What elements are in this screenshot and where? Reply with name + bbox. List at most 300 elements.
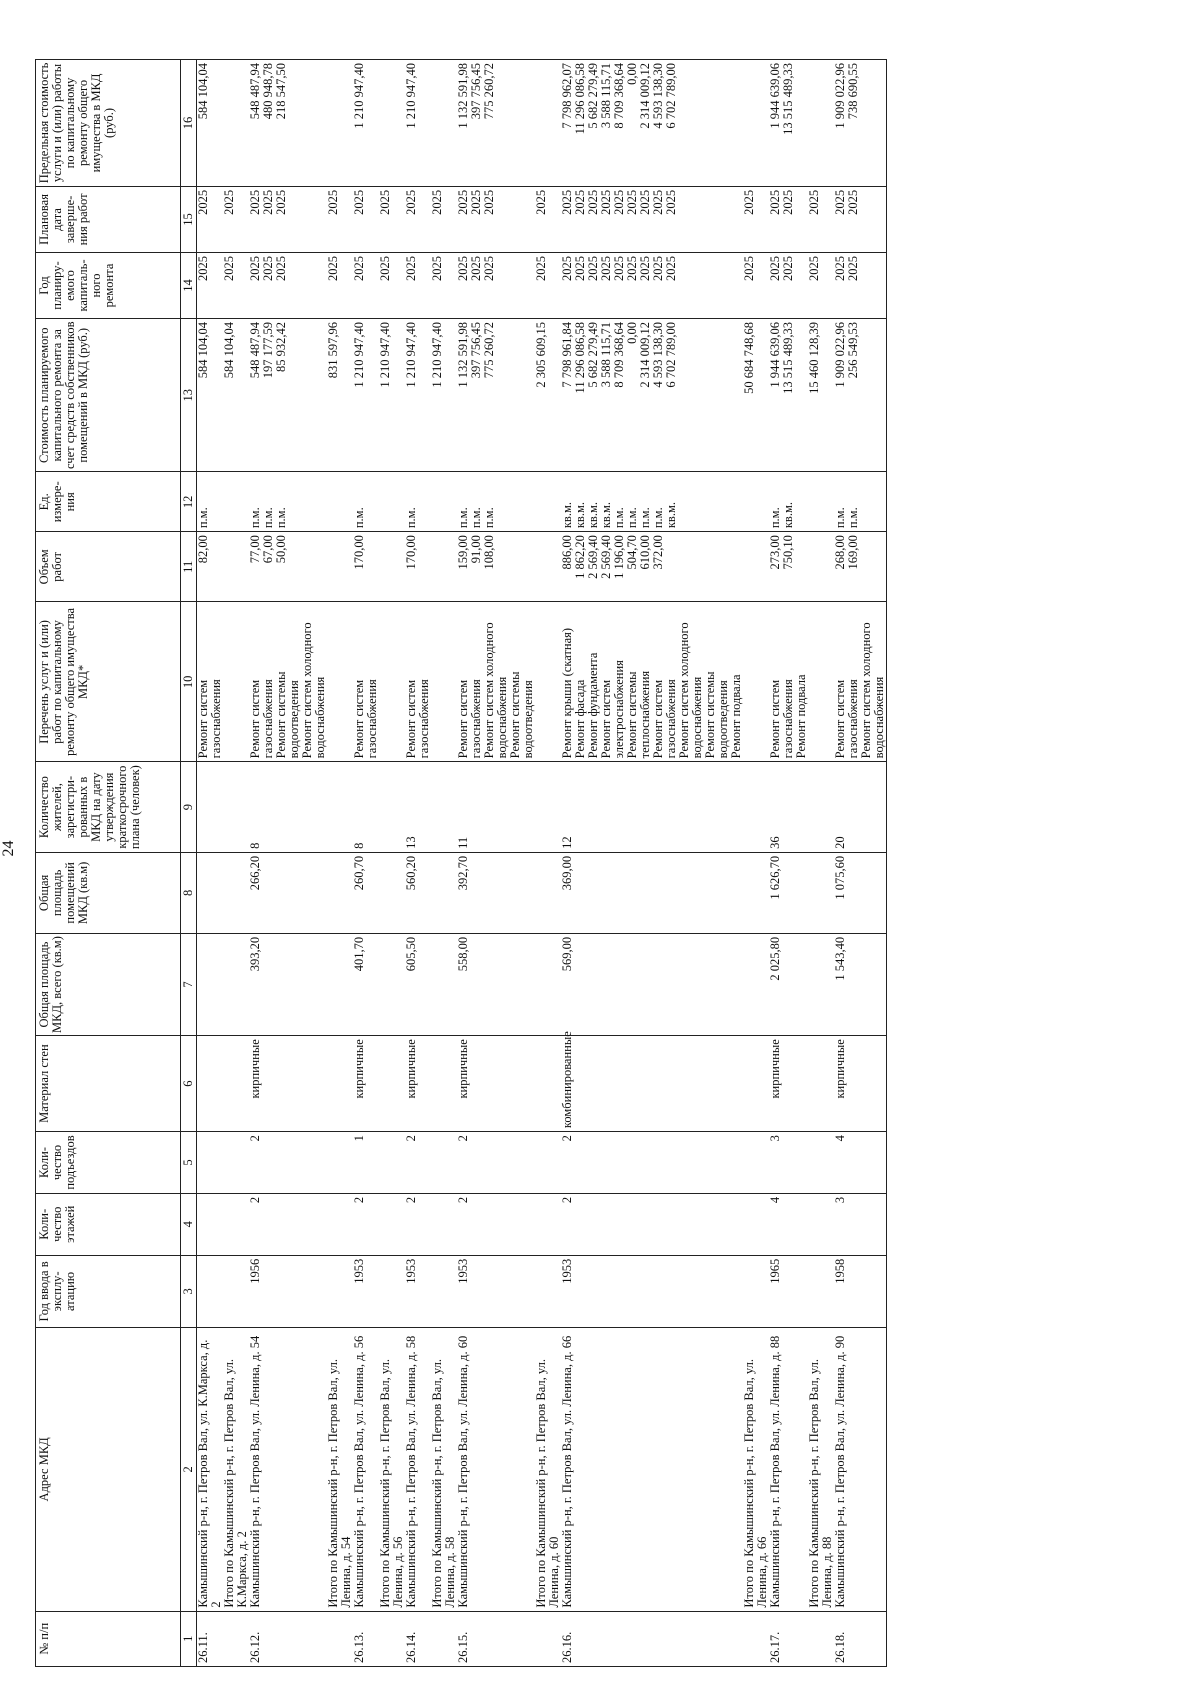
limit-cost-cell-line: 218 547,50	[274, 63, 288, 120]
completion-date-cell-line: 2025	[404, 189, 418, 215]
residents-cell: 20	[834, 762, 887, 853]
cost-cell-line: 15 460 128,39	[807, 322, 821, 394]
repair-year-cell-line: 2025	[222, 255, 236, 281]
repair-year-cell	[223, 252, 249, 318]
unit-cell-line: п.м.	[196, 507, 210, 529]
works-cell-line: Ремонт систем газоснабжения	[404, 679, 431, 759]
cost-cell	[535, 319, 561, 472]
table-row	[457, 60, 535, 1667]
cost-cell	[249, 319, 327, 472]
completion-date-cell	[249, 186, 327, 252]
completion-date-cell-line: 2025	[651, 189, 665, 215]
column-number: 6	[181, 1036, 197, 1132]
repair-year-cell	[457, 252, 535, 318]
header-col-3: Год ввода в эксплу-атацию	[36, 1255, 181, 1327]
repair-year-cell	[743, 252, 769, 318]
premises-area-cell: 369,00	[561, 852, 743, 933]
cost-cell-line: 13 515 489,33	[781, 322, 795, 394]
header-col-5: Коли-чество подъездов	[36, 1132, 181, 1194]
completion-date-cell-line: 2025	[638, 189, 652, 215]
cost-cell-line: 2 305 609,15	[534, 322, 548, 388]
floors-cell	[535, 1193, 561, 1255]
residents-cell	[808, 762, 834, 853]
completion-date-cell	[743, 186, 769, 252]
table-row	[353, 60, 379, 1667]
cost-cell	[197, 319, 224, 472]
column-number: 12	[181, 472, 197, 532]
floors-cell: 2	[405, 1193, 431, 1255]
repair-year-cell-line: 2025	[846, 255, 860, 281]
row-number: 26.13.	[353, 1611, 379, 1666]
completion-date-cell	[561, 186, 743, 252]
table-row	[834, 60, 887, 1667]
address-cell: Камышинский р-н, г. Петров Вал, ул. Ленина, д. 54	[249, 1328, 327, 1611]
limit-cost-cell	[405, 60, 431, 187]
cost-cell-line: 1 210 947,40	[378, 322, 392, 388]
column-number: 11	[181, 532, 197, 602]
header-col-9: Количество жителей, зарегистри-рованных в МКД на дату утверждения краткосрочного плана (человек)	[36, 762, 181, 853]
cost-cell-line: 11 296 086,58	[573, 322, 587, 394]
cost-cell-line: 3 588 115,71	[599, 322, 613, 388]
cost-cell-line: 1 944 639,06	[768, 322, 782, 388]
completion-date-cell-line: 2025	[482, 189, 496, 215]
column-number: 15	[181, 186, 197, 252]
cost-cell-line: 0,00	[625, 322, 639, 344]
repair-year-cell-line: 2025	[560, 255, 574, 281]
limit-cost-cell	[197, 60, 224, 187]
unit-cell	[379, 472, 405, 532]
limit-cost-cell	[249, 60, 327, 187]
row-number	[379, 1611, 405, 1666]
cost-cell-line: 197 177,59	[261, 322, 275, 379]
repair-year-cell-line: 2025	[586, 255, 600, 281]
completion-date-cell-line: 2025	[612, 189, 626, 215]
completion-date-cell-line: 2025	[248, 189, 262, 215]
header-col-15: Плановая дата заверше-ния работ	[36, 186, 181, 252]
total-row	[743, 60, 769, 1667]
cost-cell-line: 6 702 789,00	[664, 322, 678, 388]
cost-cell	[834, 319, 887, 472]
works-cell	[743, 602, 769, 762]
works-cell-line: Ремонт систем холодного водоснабжения	[677, 622, 704, 759]
unit-cell	[431, 472, 457, 532]
premises-area-cell: 560,20	[405, 852, 431, 933]
works-cell-line: Ремонт подвала	[729, 674, 743, 759]
total-row	[379, 60, 405, 1667]
unit-cell	[561, 472, 743, 532]
works-cell-line: Ремонт систем газоснабжения	[833, 679, 860, 759]
floors-cell: 2	[561, 1193, 743, 1255]
header-col-1: № п/п	[36, 1611, 181, 1666]
address-cell: Камышинский р-н, г. Петров Вал, ул. К.Маркса, д. 2	[197, 1328, 224, 1611]
works-cell-line: Ремонт систем холодного водоснабжения	[482, 622, 509, 759]
premises-area-cell	[535, 852, 561, 933]
volume-cell-line: 1 862,20	[573, 535, 587, 579]
completion-date-cell	[405, 186, 431, 252]
volume-cell-line: 504,70	[625, 535, 639, 570]
limit-cost-cell-line: 3 588 115,71	[599, 63, 613, 129]
volume-cell	[457, 532, 535, 602]
address-cell: Камышинский р-н, г. Петров Вал, ул. Ленина, д. 56	[353, 1328, 379, 1611]
volume-cell	[561, 532, 743, 602]
address-cell: Итого по Камышинский р-н, г. Петров Вал, ул. Ленина, д. 54	[327, 1328, 353, 1611]
header-col-8: Общая площадь помещений МКД (кв.м)	[36, 852, 181, 933]
unit-cell	[834, 472, 887, 532]
volume-cell	[353, 532, 379, 602]
limit-cost-cell-line: 584 104,04	[196, 63, 210, 120]
address-cell: Итого по Камышинский р-н, г. Петров Вал, ул. Ленина, д. 58	[431, 1328, 457, 1611]
total-area-cell: 569,00	[561, 933, 743, 1035]
works-cell	[834, 602, 887, 762]
column-number: 2	[181, 1328, 197, 1611]
entrances-cell	[743, 1132, 769, 1194]
limit-cost-cell	[457, 60, 535, 187]
row-number: 26.14.	[405, 1611, 431, 1666]
wall-material-cell	[808, 1036, 834, 1132]
works-cell-line: Ремонт фундамента	[586, 652, 600, 759]
repair-year-cell-line: 2025	[248, 255, 262, 281]
floors-cell: 4	[769, 1193, 808, 1255]
floors-cell	[327, 1193, 353, 1255]
completion-date-cell	[808, 186, 834, 252]
volume-cell	[431, 532, 457, 602]
header-col-10: Перечень услуг и (или) работ по капитальному ремонту общего имущества МКД*	[36, 602, 181, 762]
total-area-cell: 393,20	[249, 933, 327, 1035]
repair-year-cell-line: 2025	[664, 255, 678, 281]
unit-cell-line: п.м.	[638, 507, 652, 529]
works-cell-line: Ремонт систем газоснабжения	[651, 679, 678, 759]
limit-cost-cell	[431, 60, 457, 187]
unit-cell	[743, 472, 769, 532]
completion-date-cell-line: 2025	[846, 189, 860, 215]
completion-date-cell-line: 2025	[781, 189, 795, 215]
row-number: 26.18.	[834, 1611, 887, 1666]
volume-cell-line: 82,00	[196, 535, 210, 564]
works-cell	[808, 602, 834, 762]
volume-cell-line: 273,00	[768, 535, 782, 570]
cost-cell	[223, 319, 249, 472]
address-cell: Камышинский р-н, г. Петров Вал, ул. Ленина, д. 88	[769, 1328, 808, 1611]
works-cell-line: Ремонт систем газоснабжения	[768, 679, 795, 759]
residents-cell: 36	[769, 762, 808, 853]
works-cell	[769, 602, 808, 762]
wall-material-cell	[379, 1036, 405, 1132]
address-cell: Итого по Камышинский р-н, г. Петров Вал, ул. Ленина, д. 60	[535, 1328, 561, 1611]
limit-cost-cell-line: 5 682 279,49	[586, 63, 600, 129]
repair-year-cell	[769, 252, 808, 318]
works-cell	[327, 602, 353, 762]
volume-cell	[379, 532, 405, 602]
volume-cell-line: 268,00	[833, 535, 847, 570]
wall-material-cell	[327, 1036, 353, 1132]
limit-cost-cell-line: 397 756,45	[469, 63, 483, 120]
residents-cell	[431, 762, 457, 853]
column-number: 9	[181, 762, 197, 853]
volume-cell-line: 610,00	[638, 535, 652, 570]
cost-cell-line: 775 260,72	[482, 322, 496, 379]
residents-cell	[223, 762, 249, 853]
unit-cell	[808, 472, 834, 532]
address-cell: Итого по Камышинский р-н, г. Петров Вал, ул. Ленина, д. 88	[808, 1328, 834, 1611]
volume-cell	[535, 532, 561, 602]
address-cell: Камышинский р-н, г. Петров Вал, ул. Ленина, д. 90	[834, 1328, 887, 1611]
table-row	[249, 60, 327, 1667]
unit-cell-line: п.м.	[404, 507, 418, 529]
works-cell	[249, 602, 327, 762]
completion-date-cell-line: 2025	[274, 189, 288, 215]
cost-cell-line: 1 210 947,40	[352, 322, 366, 388]
repair-year-cell	[327, 252, 353, 318]
completion-date-cell	[834, 186, 887, 252]
completion-date-cell-line: 2025	[534, 189, 548, 215]
works-cell-line: Ремонт системы теплоснабжения	[625, 670, 652, 759]
address-cell: Итого по Камышинский р-н, г. Петров Вал, ул. К.Маркса, д. 2	[223, 1328, 249, 1611]
completion-date-cell	[535, 186, 561, 252]
limit-cost-cell-line: 6 702 789,00	[664, 63, 678, 129]
repair-year-cell-line: 2025	[196, 255, 210, 281]
cost-cell	[327, 319, 353, 472]
repair-year-cell-line: 2025	[573, 255, 587, 281]
total-area-cell	[379, 933, 405, 1035]
works-cell	[535, 602, 561, 762]
limit-cost-cell	[327, 60, 353, 187]
limit-cost-cell-line: 480 948,78	[261, 63, 275, 120]
premises-area-cell	[431, 852, 457, 933]
limit-cost-cell	[743, 60, 769, 187]
completion-date-cell-line: 2025	[456, 189, 470, 215]
total-area-cell	[197, 933, 224, 1035]
limit-cost-cell	[535, 60, 561, 187]
volume-cell-line: 372,00	[651, 535, 665, 570]
total-area-cell: 558,00	[457, 933, 535, 1035]
completion-date-cell-line: 2025	[196, 189, 210, 215]
year-built-cell: 1956	[249, 1255, 327, 1327]
entrances-cell: 2	[405, 1132, 431, 1194]
completion-date-cell-line: 2025	[599, 189, 613, 215]
limit-cost-cell	[379, 60, 405, 187]
total-area-cell: 401,70	[353, 933, 379, 1035]
year-built-cell: 1953	[561, 1255, 743, 1327]
works-cell-line: Ремонт систем газоснабжения	[456, 679, 483, 759]
volume-cell-line: 886,00	[560, 535, 574, 570]
premises-area-cell	[197, 852, 224, 933]
cost-cell-line: 50 684 748,68	[742, 322, 756, 394]
total-area-cell: 605,50	[405, 933, 431, 1035]
header-col-2: Адрес МКД	[36, 1328, 181, 1611]
row-number: 26.12.	[249, 1611, 327, 1666]
completion-date-cell	[197, 186, 224, 252]
unit-cell-line: п.м.	[833, 507, 847, 529]
cost-cell-line: 4 593 138,30	[651, 322, 665, 388]
column-number: 4	[181, 1193, 197, 1255]
volume-cell	[223, 532, 249, 602]
year-built-cell	[327, 1255, 353, 1327]
year-built-cell	[808, 1255, 834, 1327]
works-cell-line: Ремонт систем электроснабжения	[599, 660, 626, 759]
page-number: 24	[0, 840, 17, 857]
total-row	[431, 60, 457, 1667]
works-cell	[197, 602, 224, 762]
cost-cell	[431, 319, 457, 472]
volume-cell	[769, 532, 808, 602]
residents-cell	[197, 762, 224, 853]
completion-date-cell-line: 2025	[430, 189, 444, 215]
premises-area-cell: 392,70	[457, 852, 535, 933]
volume-cell-line: 170,00	[352, 535, 366, 570]
premises-area-cell: 266,20	[249, 852, 327, 933]
volume-cell-line: 169,00	[846, 535, 860, 570]
column-number: 5	[181, 1132, 197, 1194]
works-cell-line: Ремонт крыши (скатная)	[560, 627, 574, 759]
volume-cell-line: 159,00	[456, 535, 470, 570]
repair-year-cell	[808, 252, 834, 318]
cost-cell	[405, 319, 431, 472]
header-col-11: Объем работ	[36, 532, 181, 602]
total-area-cell	[223, 933, 249, 1035]
year-built-cell: 1953	[405, 1255, 431, 1327]
year-built-cell: 1958	[834, 1255, 887, 1327]
completion-date-cell-line: 2025	[586, 189, 600, 215]
wall-material-cell: кирпичные	[405, 1036, 431, 1132]
completion-date-cell-line: 2025	[573, 189, 587, 215]
volume-cell	[808, 532, 834, 602]
cost-cell-line: 85 932,42	[274, 322, 288, 373]
column-number: 7	[181, 933, 197, 1035]
entrances-cell: 2	[249, 1132, 327, 1194]
entrances-cell: 3	[769, 1132, 808, 1194]
floors-cell: 2	[249, 1193, 327, 1255]
unit-cell-line: п.м.	[274, 507, 288, 529]
repair-year-cell	[405, 252, 431, 318]
works-cell-line: Ремонт фасада	[573, 679, 587, 759]
entrances-cell	[197, 1132, 224, 1194]
limit-cost-cell-line: 2 314 009,12	[638, 63, 652, 129]
volume-cell-line: 67,00	[261, 535, 275, 564]
volume-cell-line: 50,00	[274, 535, 288, 564]
entrances-cell: 2	[457, 1132, 535, 1194]
column-number: 10	[181, 602, 197, 762]
unit-cell-line: п.м.	[261, 507, 275, 529]
residents-cell: 8	[249, 762, 327, 853]
premises-area-cell	[379, 852, 405, 933]
volume-cell	[249, 532, 327, 602]
repair-year-cell-line: 2025	[482, 255, 496, 281]
cost-cell-line: 1 210 947,40	[404, 322, 418, 388]
volume-cell	[405, 532, 431, 602]
completion-date-cell-line: 2025	[833, 189, 847, 215]
unit-cell	[249, 472, 327, 532]
cost-cell	[808, 319, 834, 472]
table-row	[405, 60, 431, 1667]
unit-cell-line: кв.м.	[573, 502, 587, 529]
total-area-cell	[431, 933, 457, 1035]
row-number	[535, 1611, 561, 1666]
cost-cell-line: 2 314 009,12	[638, 322, 652, 388]
capital-repair-table	[35, 59, 887, 1667]
works-cell-line: Ремонт подвала	[794, 674, 808, 759]
residents-cell	[379, 762, 405, 853]
premises-area-cell	[743, 852, 769, 933]
completion-date-cell-line: 2025	[352, 189, 366, 215]
volume-cell	[834, 532, 887, 602]
limit-cost-cell-line: 7 798 962,07	[560, 63, 574, 129]
limit-cost-cell-line: 11 296 086,58	[573, 63, 587, 135]
wall-material-cell: кирпичные	[834, 1036, 887, 1132]
cost-cell	[561, 319, 743, 472]
works-cell	[457, 602, 535, 762]
wall-material-cell: кирпичные	[769, 1036, 808, 1132]
unit-cell-line: п.м.	[352, 507, 366, 529]
works-cell	[405, 602, 431, 762]
unit-cell	[405, 472, 431, 532]
row-number: 26.15.	[457, 1611, 535, 1666]
residents-cell: 11	[457, 762, 535, 853]
wall-material-cell	[535, 1036, 561, 1132]
year-built-cell	[743, 1255, 769, 1327]
floors-cell	[379, 1193, 405, 1255]
total-row	[223, 60, 249, 1667]
table-row	[561, 60, 743, 1667]
volume-cell-line: 108,00	[482, 535, 496, 570]
year-built-cell	[431, 1255, 457, 1327]
completion-date-cell	[457, 186, 535, 252]
works-cell	[379, 602, 405, 762]
limit-cost-cell-line: 0,00	[625, 63, 639, 85]
total-row	[535, 60, 561, 1667]
row-number	[223, 1611, 249, 1666]
completion-date-cell	[379, 186, 405, 252]
row-number	[743, 1611, 769, 1666]
floors-cell	[223, 1193, 249, 1255]
unit-cell-line: кв.м.	[664, 502, 678, 529]
unit-cell-line: п.м.	[482, 507, 496, 529]
residents-cell: 8	[353, 762, 379, 853]
unit-cell-line: кв.м.	[586, 502, 600, 529]
works-cell-line: Ремонт системы водоотведения	[508, 671, 535, 759]
limit-cost-cell	[561, 60, 743, 187]
limit-cost-cell-line: 1 132 591,98	[456, 63, 470, 129]
works-cell-line: Ремонт системы водоотведения	[703, 671, 730, 759]
completion-date-cell	[353, 186, 379, 252]
repair-year-cell	[197, 252, 224, 318]
header-col-4: Коли-чество этажей	[36, 1193, 181, 1255]
floors-cell	[431, 1193, 457, 1255]
table-body	[197, 60, 887, 1667]
cost-cell-line: 397 756,45	[469, 322, 483, 379]
repair-year-cell-line: 2025	[651, 255, 665, 281]
limit-cost-cell-line: 738 690,55	[846, 63, 860, 120]
repair-year-cell-line: 2025	[326, 255, 340, 281]
entrances-cell	[379, 1132, 405, 1194]
unit-cell	[327, 472, 353, 532]
limit-cost-cell-line: 1 944 639,06	[768, 63, 782, 129]
address-cell: Итого по Камышинский р-н, г. Петров Вал, ул. Ленина, д. 66	[743, 1328, 769, 1611]
limit-cost-cell-line: 8 709 368,64	[612, 63, 626, 129]
cost-cell	[769, 319, 808, 472]
limit-cost-cell	[834, 60, 887, 187]
volume-cell-line: 77,00	[248, 535, 262, 564]
cost-cell-line: 1 909 022,96	[833, 322, 847, 388]
works-cell-line: Ремонт систем газоснабжения	[248, 679, 275, 759]
works-cell-line: Ремонт систем газоснабжения	[196, 679, 223, 759]
unit-cell-line: п.м.	[248, 507, 262, 529]
limit-cost-cell	[808, 60, 834, 187]
repair-year-cell-line: 2025	[742, 255, 756, 281]
works-cell-line: Ремонт систем холодного водоснабжения	[300, 622, 327, 759]
cost-cell	[379, 319, 405, 472]
entrances-cell: 4	[834, 1132, 887, 1194]
unit-cell	[769, 472, 808, 532]
